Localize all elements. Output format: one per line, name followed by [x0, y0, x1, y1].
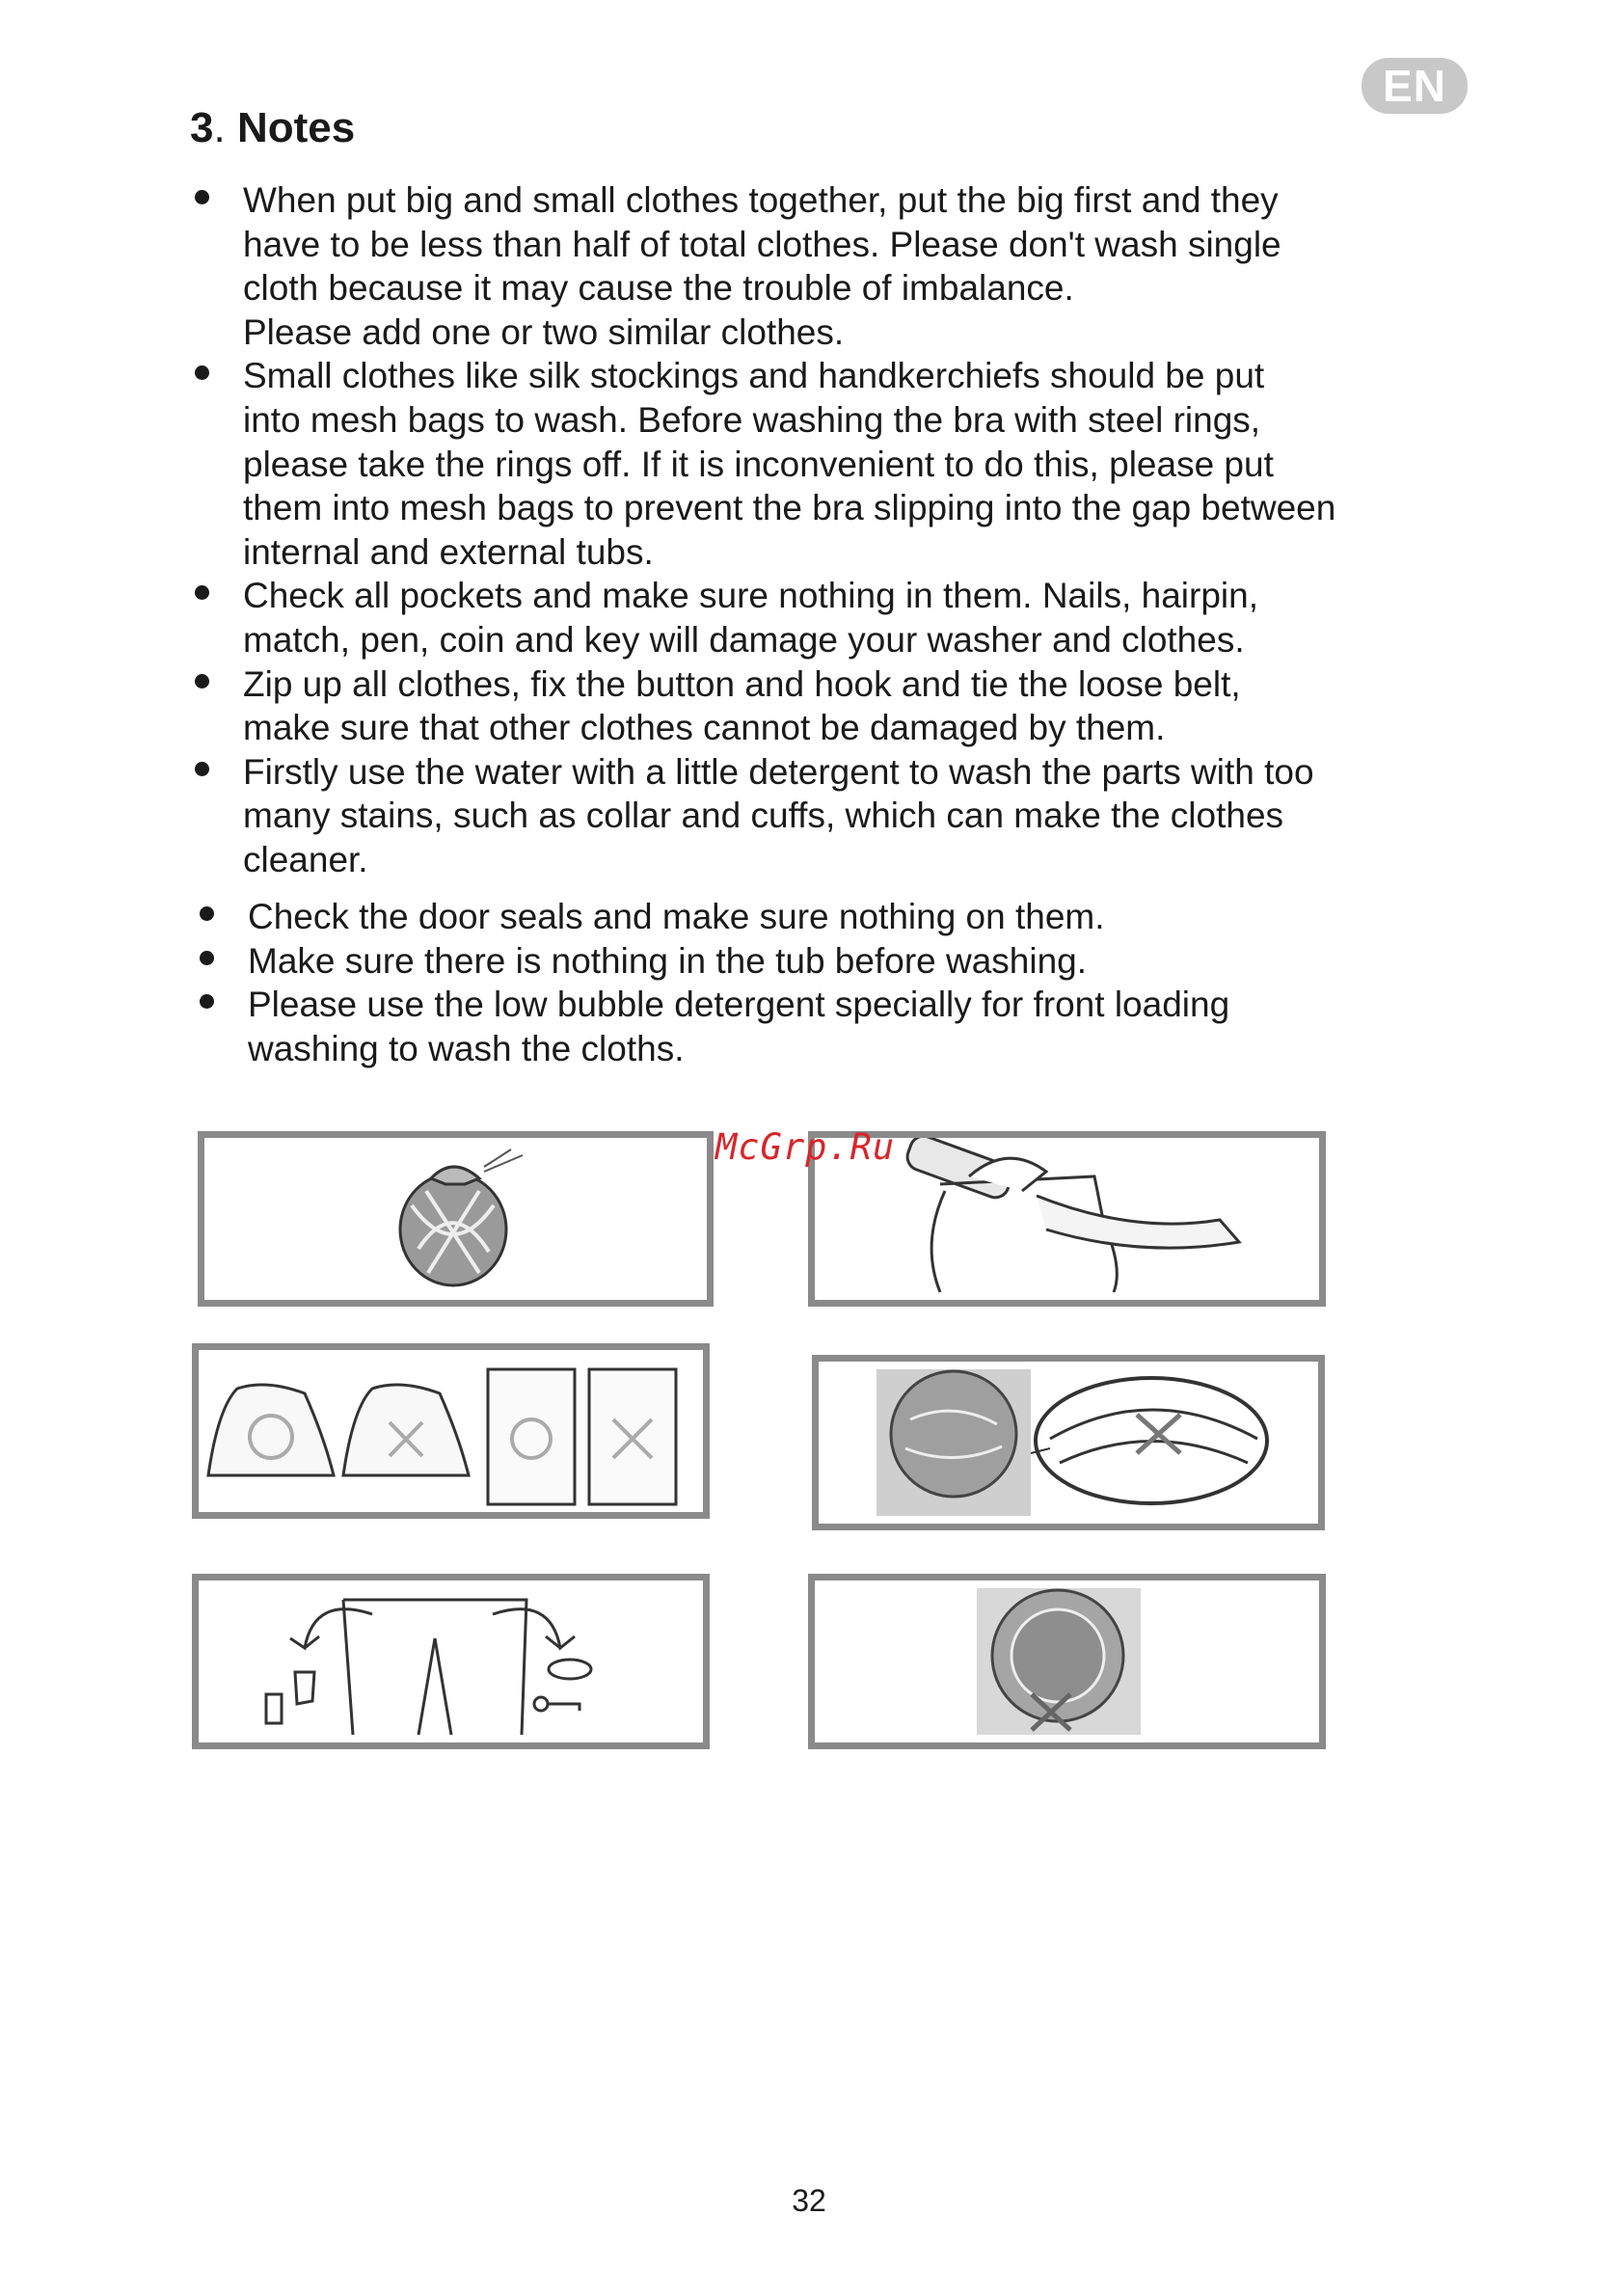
illustration-panel-mesh-bag — [198, 1131, 714, 1307]
page-number: 32 — [792, 2183, 826, 2218]
note-line: internal and external tubs. — [243, 531, 654, 572]
note-item — [195, 983, 1487, 1070]
notes-list — [190, 178, 1482, 882]
note-line: cleaner. — [243, 839, 368, 879]
bullet-icon — [195, 762, 209, 776]
section-title — [190, 104, 355, 152]
bullet-icon — [200, 994, 214, 1009]
zip-and-button-clothes-icon — [199, 1350, 703, 1512]
note-line: Check all pockets and make sure nothing in them. Nails, hairpin, — [243, 576, 1258, 616]
note-item — [190, 574, 1482, 662]
bullet-icon — [195, 190, 209, 204]
note-line: cloth because it may cause the trouble of imbalance. — [243, 268, 1074, 309]
bullet-icon — [200, 906, 214, 921]
note-line: have to be less than half of total clothes. Please don't wash single — [243, 224, 1281, 264]
illustration-panel-door-seal — [812, 1355, 1325, 1530]
note-line: Check the door seals and make sure nothing on them. — [248, 897, 1105, 936]
note-line: Small clothes like silk stockings and handkerchiefs should be put — [243, 356, 1265, 396]
notes-list-continued — [195, 895, 1487, 1070]
note-line: Please add one or two similar clothes. — [243, 311, 845, 352]
note-line: Make sure there is nothing in the tub before washing. — [248, 940, 1088, 981]
note-item — [190, 178, 1482, 354]
note-item — [195, 895, 1487, 939]
bullet-icon — [195, 674, 209, 689]
note-item — [190, 750, 1482, 882]
language-badge: EN — [1362, 58, 1468, 114]
note-line: them into mesh bags to prevent the bra slipping into the gap between — [243, 488, 1336, 528]
note-line: make sure that other clothes cannot be damaged by them. — [243, 708, 1166, 748]
note-line: washing to wash the cloths. — [248, 1028, 685, 1068]
note-line: match, pen, coin and key will damage your washer and clothes. — [243, 619, 1245, 660]
note-line: Firstly use the water with a little detergent to wash the parts with too — [243, 751, 1314, 792]
watermark: McGrp.Ru — [715, 1126, 896, 1168]
illustration-panel-pockets — [192, 1574, 710, 1749]
note-line: please take the rings off. If it is inconvenient to do this, please put — [243, 444, 1274, 484]
section-title-text: Notes — [236, 104, 356, 151]
door-seal-check-icon — [819, 1362, 1318, 1524]
empty-pockets-icon — [199, 1580, 703, 1742]
note-line: many stains, such as collar and cuffs, which can make the clothes — [243, 796, 1284, 836]
mesh-bag-icon — [204, 1138, 707, 1300]
note-line: into mesh bags to wash. Before washing the bra with steel rings, — [243, 399, 1261, 440]
note-line: Zip up all clothes, fix the button and hook and tie the loose belt, — [243, 663, 1241, 704]
illustration-panel-drum — [808, 1574, 1326, 1749]
illustration-panel-zip-button — [192, 1343, 710, 1519]
bullet-icon — [195, 585, 209, 600]
drum-check-icon — [815, 1580, 1319, 1742]
note-item — [195, 939, 1487, 984]
section-number-separator: . — [213, 104, 237, 151]
bullet-icon — [195, 365, 209, 380]
section-number: 3 — [190, 104, 214, 151]
note-line: When put big and small clothes together, put the big first and they — [243, 180, 1279, 220]
note-item — [190, 354, 1482, 574]
bullet-icon — [200, 951, 214, 965]
note-item — [190, 662, 1482, 750]
note-line: Please use the low bubble detergent specially for front loading — [248, 985, 1230, 1025]
